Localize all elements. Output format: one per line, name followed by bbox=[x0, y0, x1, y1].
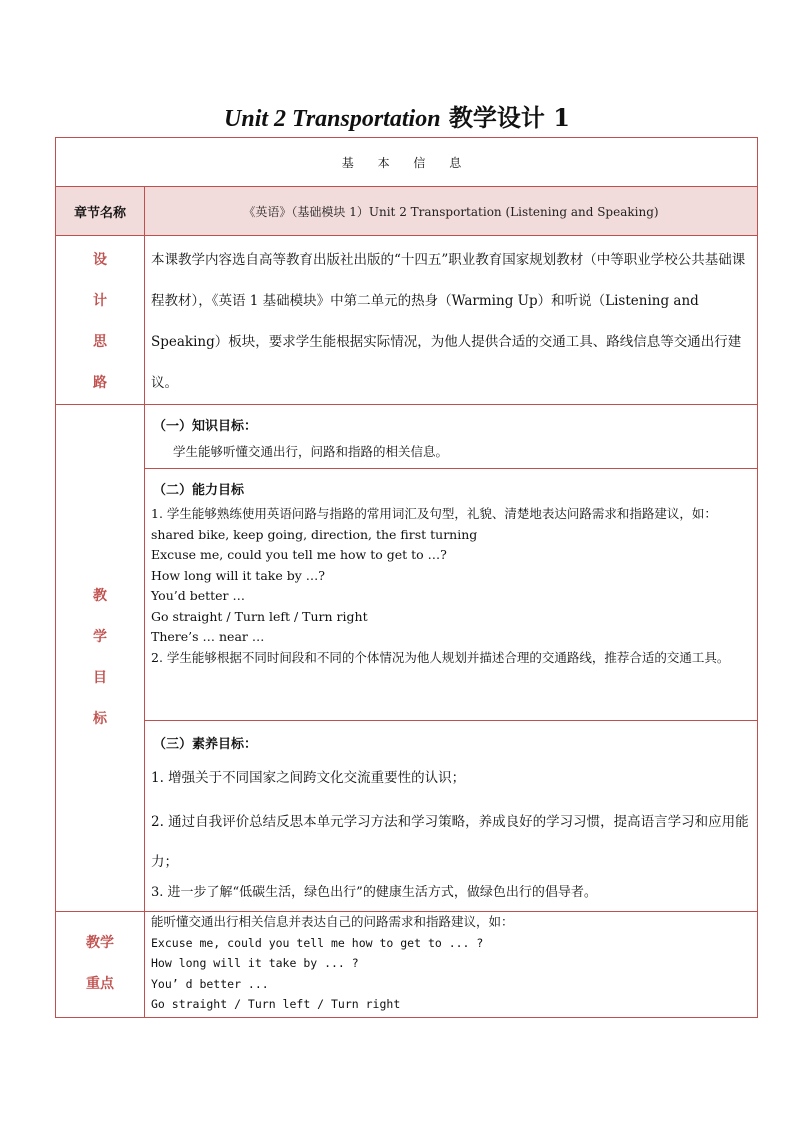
basic-info-header: 基 本 信 息 bbox=[56, 138, 758, 187]
keypoints-label-line: 教学 bbox=[86, 935, 114, 952]
design-text-cell bbox=[145, 236, 758, 405]
ability-example: You’d better … bbox=[151, 588, 245, 603]
design-label-char: 计 bbox=[93, 293, 107, 309]
design-row bbox=[56, 236, 758, 405]
title-chinese: 教学设计 bbox=[448, 103, 545, 132]
ability-item-2: 2. 学生能够根据不同时间段和不同的个体情况为他人规划并描述合理的交通路线，推荐合适的交通工具。 bbox=[151, 649, 730, 665]
goals-label-char: 标 bbox=[93, 711, 107, 727]
title-english: Unit 2 Transportation bbox=[224, 106, 441, 132]
ability-goal-block bbox=[145, 469, 757, 721]
ability-example: Excuse me, could you tell me how to get to …? bbox=[151, 547, 447, 562]
literacy-goal-title: （三）素养目标： bbox=[153, 737, 258, 752]
goals-label-char: 目 bbox=[93, 670, 107, 686]
keypoints-line: How long will it take by ... ? bbox=[151, 956, 359, 970]
goals-label-char: 学 bbox=[93, 629, 107, 645]
chapter-row bbox=[56, 187, 758, 236]
keypoints-label-line: 重点 bbox=[86, 976, 114, 993]
keypoints-content bbox=[145, 912, 758, 1018]
keypoints-row bbox=[56, 912, 758, 1018]
goals-row bbox=[56, 405, 758, 912]
literacy-item-2: 2. 通过自我评价总结反思本单元学习方法和学习策略，养成良好的学习习惯，提高语言学习和应用能力； bbox=[151, 814, 749, 870]
ability-example: shared bike, keep going, direction, the first turning bbox=[151, 526, 478, 542]
knowledge-goal-title: （一）知识目标： bbox=[153, 419, 258, 434]
ability-item-1: 1. 学生能够熟练使用英语问路与指路的常用词汇及句型，礼貌、清楚地表达问路需求和指路建议，如： bbox=[151, 506, 717, 521]
ability-example: How long will it take by …? bbox=[151, 567, 325, 583]
chapter-label: 章节名称 bbox=[56, 187, 145, 236]
keypoints-line: You’ d better ... bbox=[151, 976, 269, 991]
ability-goal-title: （二）能力目标 bbox=[153, 483, 245, 498]
goals-label-char: 教 bbox=[93, 588, 107, 604]
literacy-item-1: 1. 增强关于不同国家之间跨文化交流重要性的认识； bbox=[151, 770, 466, 786]
design-label-char: 设 bbox=[93, 252, 107, 268]
literacy-goal-block bbox=[145, 721, 757, 911]
lesson-plan-table bbox=[55, 137, 758, 1018]
design-text: 本课教学内容选自高等教育出版社出版的“十四五”职业教育国家规划教材（中等职业学校公共基础课程教材），《英语 1 基础模块》中第二单元的热身（Warming Up）和听说（Listening and Speaking）板块，要求学生能根据实际情况，为他人提供合适的交通工具、路线信息等交通出行建议。 bbox=[151, 252, 746, 391]
title-number: 1 bbox=[553, 103, 570, 132]
goals-label bbox=[56, 405, 145, 912]
knowledge-goal-block bbox=[145, 405, 757, 469]
goals-content bbox=[145, 405, 758, 912]
chapter-value: 《英语》（基础模块 1）Unit 2 Transportation (Listening and Speaking) bbox=[145, 187, 758, 236]
design-label bbox=[56, 236, 145, 405]
keypoints-label bbox=[56, 912, 145, 1018]
ability-example: There’s … near … bbox=[151, 629, 265, 644]
document-title bbox=[0, 102, 794, 135]
design-label-char: 路 bbox=[93, 375, 107, 391]
ability-example: Go straight / Turn left / Turn right bbox=[151, 608, 368, 624]
literacy-item-3: 3. 进一步了解“低碳生活，绿色出行”的健康生活方式，做绿色出行的倡导者。 bbox=[151, 885, 597, 900]
keypoints-intro: 能听懂交通出行相关信息并表达自己的问路需求和指路建议，如： bbox=[151, 914, 514, 929]
knowledge-goal-text: 学生能够听懂交通出行，问路和指路的相关信息。 bbox=[173, 444, 449, 459]
keypoints-line: Excuse me, could you tell me how to get to ... ? bbox=[151, 935, 484, 950]
keypoints-line: Go straight / Turn left / Turn right bbox=[151, 997, 401, 1011]
design-label-char: 思 bbox=[93, 334, 107, 350]
